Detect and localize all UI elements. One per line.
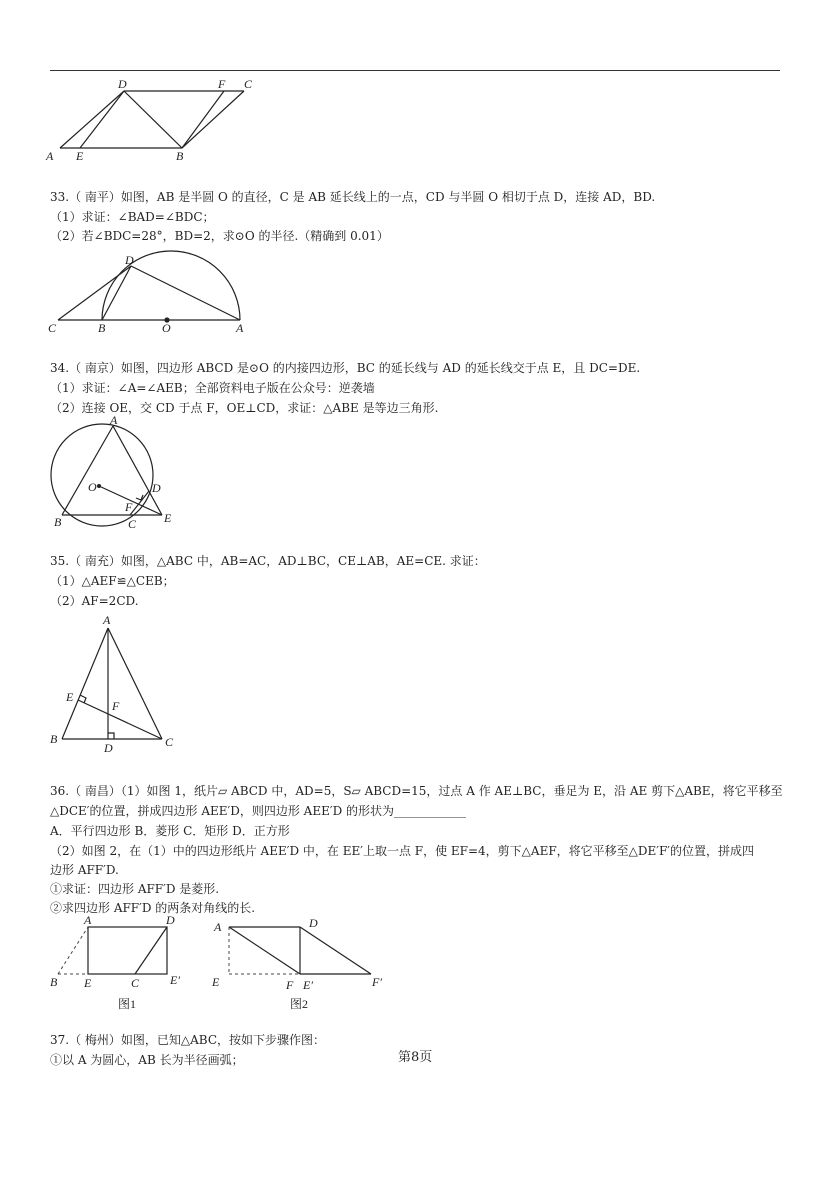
fig35-label-a: A <box>103 613 111 627</box>
fig36b-label-a: A <box>214 920 222 934</box>
q33-part1: （1）求证：∠BAD=∠BDC； <box>50 210 215 224</box>
fig36-caption-1: 图1 <box>118 997 137 1011</box>
fig34-label-a: A <box>110 413 118 427</box>
fig36a-label-b: B <box>50 975 58 989</box>
fig36a-label-d: D <box>166 913 175 927</box>
q37-item1: ①以 A 为圆心，AB 长为半径画弧； <box>50 1053 244 1067</box>
q34-part2: （2）连接 OE，交 CD 于点 F，OE⊥CD，求证：△ABE 是等边三角形. <box>50 401 439 415</box>
fig35-label-e: E <box>66 690 74 704</box>
fig33-label-c: C <box>48 321 57 335</box>
fig36a-label-e: E <box>84 976 92 990</box>
fig33-label-b: B <box>98 321 106 335</box>
q33-header: 33.（ 南平）如图，AB 是半圆 O 的直径，C 是 AB 延长线上的一点，CD 与半圆 O 相切于点 D，连接 AD，BD. <box>50 190 656 204</box>
fig32-label-a: A <box>46 149 54 163</box>
q34-part1: （1）求证：∠A=∠AEB；全部资料电子版在公众号：逆袭墙 <box>50 381 375 395</box>
fig36b-label-e-prime: E′ <box>303 978 313 992</box>
fig33-label-d: D <box>125 253 134 267</box>
q36-options: A．平行四边形 B．菱形 C．矩形 D．正方形 <box>50 824 290 838</box>
fig36a-label-a: A <box>84 913 92 927</box>
page-number: 第8页 <box>398 1050 433 1065</box>
q36-line4: 边形 AFF′D. <box>50 863 119 877</box>
q36-line2: △DCE′的位置，拼成四边形 AEE′D，则四边形 AEE′D 的形状为____________ <box>50 804 467 818</box>
fig34-label-e: E <box>164 511 172 525</box>
fig36b-label-f-prime: F′ <box>372 975 382 989</box>
fig36-caption-2: 图2 <box>290 997 309 1011</box>
fig35-label-c: C <box>165 735 174 749</box>
q36-line1: 36.（ 南昌）（1）如图 1，纸片▱ ABCD 中，AD=5，S▱ ABCD=15，过点 A 作 AE⊥BC，垂足为 E，沿 AE 剪下△ABE，将它平移至 <box>50 784 783 798</box>
fig33-label-a: A <box>236 321 244 335</box>
q33-part2: （2）若∠BDC=28°，BD=2，求⊙O 的半径.（精确到 0.01） <box>50 229 389 243</box>
fig32-label-f: F <box>218 77 226 91</box>
fig32-label-b: B <box>176 149 184 163</box>
q35-part2: （2）AF=2CD. <box>50 594 139 608</box>
fig36a-label-e-prime: E′ <box>170 973 180 987</box>
q35-part1: （1）△AEF≌△CEB； <box>50 574 175 588</box>
q35-header: 35.（ 南充）如图，△ABC 中，AB=AC，AD⊥BC，CE⊥AB，AE=CE. 求证： <box>50 554 486 568</box>
fig35-label-d: D <box>104 741 113 755</box>
fig36b-label-f: F <box>286 978 294 992</box>
fig36b-label-e: E <box>212 975 220 989</box>
fig35-label-b: B <box>50 732 58 746</box>
fig32-label-e: E <box>76 149 84 163</box>
fig36a-label-c: C <box>131 976 140 990</box>
fig32-label-c: C <box>244 77 253 91</box>
fig34-label-b: B <box>54 515 62 529</box>
q37-header: 37.（ 梅州）如图，已知△ABC，按如下步骤作图： <box>50 1033 326 1047</box>
q34-header: 34.（ 南京）如图，四边形 ABCD 是⊙O 的内接四边形，BC 的延长线与 AD 的延长线交于点 E，且 DC=DE. <box>50 361 641 375</box>
q36-item2: ②求四边形 AFF′D 的两条对角线的长. <box>50 901 256 915</box>
fig35-label-f: F <box>112 699 120 713</box>
q36-line3: （2）如图 2，在（1）中的四边形纸片 AEE′D 中，在 EE′上取一点 F，使 EF=4，剪下△AEF，将它平移至△DE′F′的位置，拼成四 <box>50 844 755 858</box>
fig34-label-o: O <box>88 480 97 494</box>
fig34-label-f: F <box>125 500 133 514</box>
fig33-label-o: O <box>162 321 171 335</box>
fig32-label-d: D <box>118 77 127 91</box>
fig34-label-d: D <box>152 481 161 495</box>
fig34-label-c: C <box>128 517 137 531</box>
fig36b-label-d: D <box>309 916 318 930</box>
q36-item1: ①求证：四边形 AFF′D 是菱形. <box>50 882 220 896</box>
